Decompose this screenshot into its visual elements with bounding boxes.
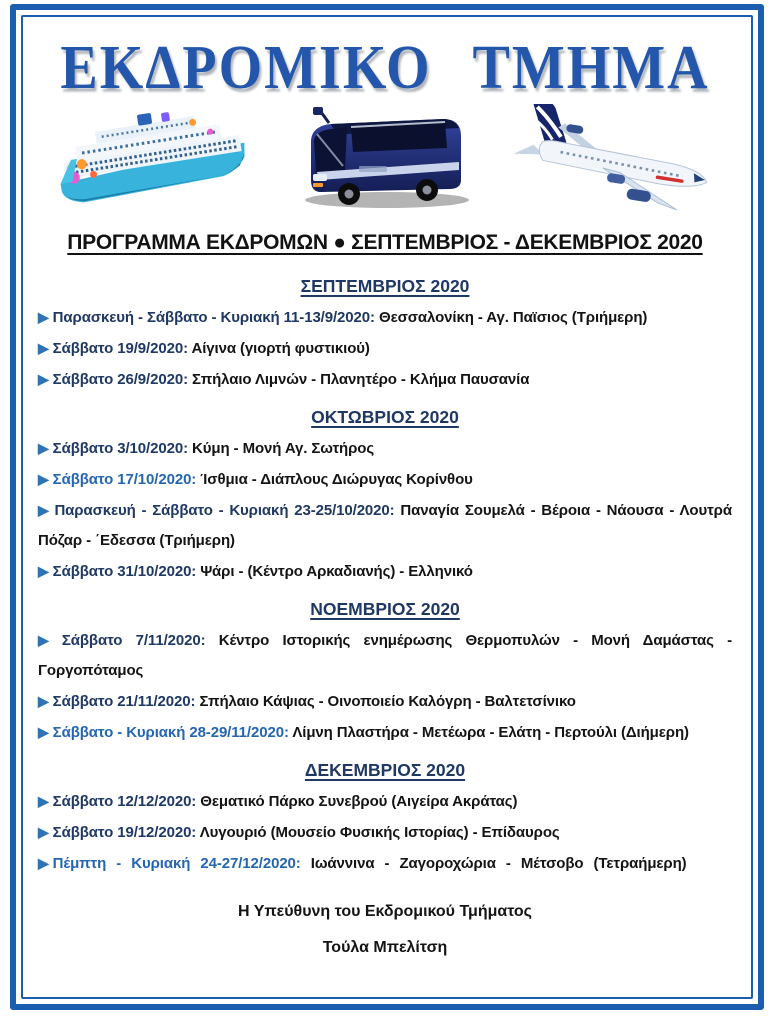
flyer-content [34, 22, 736, 994]
month-heading-september: ΣΕΠΤΕΜΒΡΙΟΣ 2020 [300, 276, 470, 296]
triangle-bullet-icon: ▶ [38, 724, 49, 740]
excursion-date: Σάββατο 7/11/2020: [61, 632, 206, 649]
excursion-destination: Λίμνη Πλαστήρα - Μετέωρα - Ελάτη - Περτούλι (Διήμερη) [292, 724, 689, 741]
triangle-bullet-icon: ▶ [38, 632, 58, 648]
excursion-item [34, 364, 736, 395]
triangle-bullet-icon: ▶ [38, 440, 49, 456]
page-title: ΕΚΔΡΟΜΙΚΟ ΤΜΗΜΑ [60, 33, 710, 103]
excursion-date: Σάββατο 17/10/2020: [52, 471, 197, 488]
triangle-bullet-icon: ▶ [38, 824, 49, 840]
transport-images-row [34, 106, 736, 214]
excursion-destination: Ίσθμια - Διάπλους Διώρυγας Κορίνθου [200, 471, 473, 488]
excursion-destination: Κύμη - Μονή Αγ. Σωτήρος [192, 440, 375, 457]
excursion-destination: Ιωάννινα - Ζαγοροχώρια - Μέτσοβο (Τετραήμερη) [310, 855, 687, 872]
excursion-destination: Αίγινα (γιορτή φυστικιού) [191, 340, 370, 357]
month-heading-november: ΝΟΕΜΒΡΙΟΣ 2020 [310, 599, 460, 619]
excursion-item [34, 686, 736, 717]
excursion-destination: Σπήλαιο Κάψιας - Οινοποιείο Καλόγρη - Βαλτετσίνικο [199, 693, 576, 710]
excursion-item [34, 817, 736, 848]
excursion-date: Σάββατο 26/9/2020: [52, 371, 188, 388]
month-heading-october: ΟΚΤΩΒΡΙΟΣ 2020 [311, 407, 459, 427]
triangle-bullet-icon: ▶ [38, 693, 49, 709]
excursion-destination: Παναγία Σουμελά - Βέροια - Νάουσα - Λουτρά Πόζαρ - ΄Εδεσσα (Τριήμερη) [38, 502, 732, 549]
triangle-bullet-icon: ▶ [38, 563, 49, 579]
excursion-item [34, 302, 736, 333]
excursion-item [34, 848, 736, 879]
excursion-item [34, 433, 736, 464]
excursion-item [34, 556, 736, 587]
excursion-date: Σάββατο 3/10/2020: [52, 440, 188, 457]
triangle-bullet-icon: ▶ [38, 371, 49, 387]
triangle-bullet-icon: ▶ [38, 793, 49, 809]
excursion-date: Σάββατο 12/12/2020: [52, 793, 197, 810]
excursion-date: Σάββατο 31/10/2020: [52, 563, 197, 580]
triangle-bullet-icon: ▶ [38, 471, 49, 487]
triangle-bullet-icon: ▶ [38, 502, 51, 518]
bus-image [295, 106, 475, 214]
excursion-date: Σάββατο - Κυριακή 28-29/11/2020: [52, 724, 289, 741]
footer-responsible-label: Η Υπεύθυνη του Εκδρομικού Τμήματος [238, 903, 532, 920]
excursion-date: Παρασκευή - Σάββατο - Κυριακή 23-25/10/2020: [54, 502, 395, 519]
excursion-destination: Θεματικό Πάρκο Συνεβρού (Αιγείρα Ακράτας) [200, 793, 518, 810]
excursion-date: Σάββατο 19/9/2020: [52, 340, 188, 357]
excursion-date: Σάββατο 19/12/2020: [52, 824, 197, 841]
triangle-bullet-icon: ▶ [38, 340, 49, 356]
excursion-destination: Λυγουριό (Μουσείο Φυσικής Ιστορίας) - Επίδαυρος [199, 824, 560, 841]
cruise-ship-image [48, 107, 258, 213]
excursion-date: Παρασκευή - Σάββατο - Κυριακή 11-13/9/2020: [52, 309, 375, 326]
excursion-destination: Σπήλαιο Λιμνών - Πλανητέρο - Κλήμα Παυσανία [192, 371, 530, 388]
excursion-item [34, 495, 736, 556]
program-heading: ΠΡΟΓΡΑΜΜΑ ΕΚΔΡΟΜΩΝ ● ΣΕΠΤΕΜΒΡΙΟΣ - ΔΕΚΕΜΒΡΙΟΣ 2020 [67, 231, 703, 254]
excursion-item [34, 717, 736, 748]
excursion-destination: Κέντρο Ιστορικής ενημέρωσης Θερμοπυλών - Μονή Δαμάστας - Γοργοπόταμος [38, 632, 732, 679]
excursion-item [34, 464, 736, 495]
excursion-date: Σάββατο 21/11/2020: [52, 693, 196, 710]
month-heading-december: ΔΕΚΕΜΒΡΙΟΣ 2020 [304, 760, 466, 780]
triangle-bullet-icon: ▶ [38, 855, 49, 871]
excursion-item [34, 333, 736, 364]
excursion-destination: Ψάρι - (Κέντρο Αρκαδιανής) - Ελληνικό [200, 563, 473, 580]
excursion-item [34, 786, 736, 817]
triangle-bullet-icon: ▶ [38, 309, 49, 325]
excursion-destination: Θεσσαλονίκη - Αγ. Παϊσιος (Τριήμερη) [379, 309, 648, 326]
excursion-item [34, 625, 736, 686]
excursion-date: Πέμπτη - Κυριακή 24-27/12/2020: [52, 855, 301, 872]
footer-responsible-name: Τούλα Μπελίτση [322, 939, 448, 956]
airplane-image [512, 104, 722, 216]
